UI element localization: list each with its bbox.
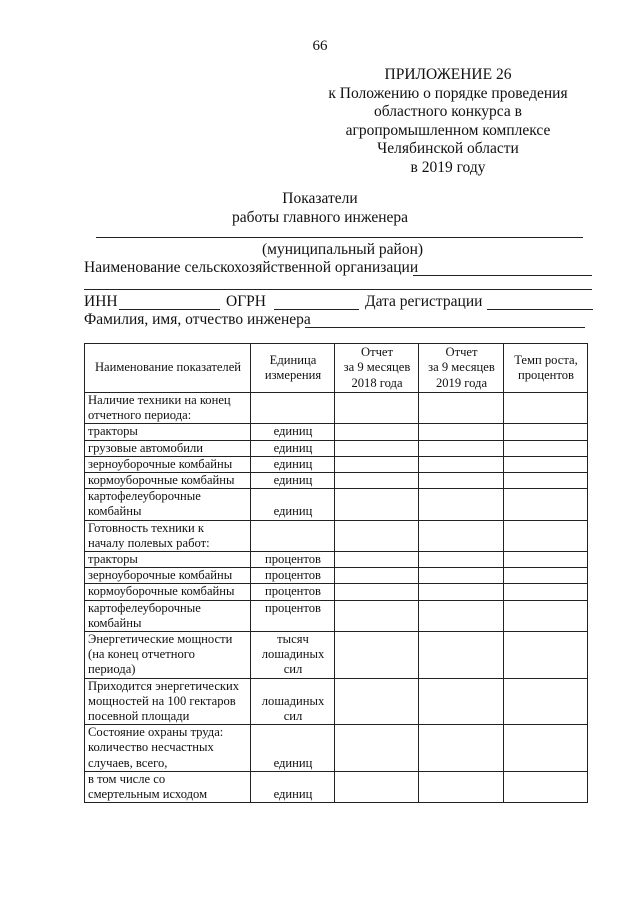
growth-rate-cell[interactable]	[504, 552, 588, 568]
growth-rate-cell[interactable]	[504, 584, 588, 600]
unit-label: сил	[283, 709, 303, 724]
reg-date-field[interactable]	[487, 296, 593, 310]
value-2019-cell[interactable]	[419, 771, 504, 802]
indicator-name-cell	[85, 473, 251, 489]
indicator-name-cell	[85, 584, 251, 600]
growth-rate-cell[interactable]	[504, 632, 588, 679]
indicator-name-cell	[85, 771, 251, 802]
indicator-name: случаев, всего,	[88, 755, 168, 770]
indicator-name: тракторы	[88, 424, 138, 439]
value-2018-cell[interactable]	[335, 552, 419, 568]
appendix-line: областного конкурса в	[374, 103, 522, 121]
value-2019-cell[interactable]	[419, 725, 504, 772]
indicator-name: кормоуборочные комбайны	[88, 473, 235, 488]
indicator-name-cell	[85, 456, 251, 472]
indicator-name: кормоуборочные комбайны	[88, 584, 235, 599]
reg-date-label: Дата регистрации	[365, 293, 483, 310]
indicator-name: комбайны	[88, 504, 142, 519]
unit-label: единиц	[273, 424, 313, 439]
table-row	[85, 678, 588, 725]
inn-field[interactable]	[119, 296, 220, 310]
unit-cell	[251, 552, 335, 568]
table-row	[85, 489, 588, 520]
unit-label: процентов	[265, 600, 321, 615]
growth-rate-cell[interactable]	[504, 473, 588, 489]
table-row	[85, 393, 588, 424]
indicator-name: периода)	[88, 662, 136, 677]
value-2018-cell[interactable]	[335, 424, 419, 440]
ogrn-label: ОГРН	[226, 293, 266, 310]
appendix-header	[298, 66, 598, 178]
unit-cell	[251, 440, 335, 456]
unit-cell	[251, 393, 335, 424]
unit-label: процентов	[265, 552, 321, 567]
value-2018-cell[interactable]	[335, 473, 419, 489]
indicator-name-cell	[85, 632, 251, 679]
indicator-name: посевной площади	[88, 709, 190, 724]
ogrn-field[interactable]	[274, 296, 359, 310]
table-header-row	[85, 344, 588, 393]
appendix-line: в 2019 году	[410, 158, 486, 176]
engineer-name-field[interactable]	[305, 314, 585, 328]
indicators-table	[84, 343, 588, 803]
indicator-name: началу полевых работ:	[88, 535, 210, 550]
unit-cell	[251, 568, 335, 584]
indicator-name: мощностей на 100 гектаров	[88, 693, 236, 708]
indicator-name: тракторы	[88, 552, 138, 567]
indicator-name-cell	[85, 678, 251, 725]
table-row	[85, 520, 588, 551]
value-2019-cell[interactable]	[419, 393, 504, 424]
value-2018-cell[interactable]	[335, 600, 419, 631]
indicator-name-cell	[85, 568, 251, 584]
value-2019-cell[interactable]	[419, 440, 504, 456]
unit-label: единиц	[273, 440, 313, 455]
value-2019-cell[interactable]	[419, 678, 504, 725]
unit-cell	[251, 473, 335, 489]
appendix-line: ПРИЛОЖЕНИЕ 26	[384, 66, 512, 83]
unit-label: единиц	[273, 504, 313, 519]
indicator-name-cell	[85, 520, 251, 551]
header-report-2019: Отчет за 9 месяцев 2019 года	[419, 344, 504, 393]
unit-label: процентов	[265, 584, 321, 599]
indicator-name-cell	[85, 393, 251, 424]
table-row	[85, 440, 588, 456]
value-2019-cell[interactable]	[419, 584, 504, 600]
unit-label: единиц	[273, 456, 313, 471]
indicator-name: комбайны	[88, 615, 142, 630]
value-2019-cell[interactable]	[419, 456, 504, 472]
indicator-name: в том числе со	[88, 771, 166, 786]
table-row	[85, 632, 588, 679]
indicator-name-cell	[85, 424, 251, 440]
value-2019-cell[interactable]	[419, 473, 504, 489]
indicator-name: (на конец отчетного	[88, 647, 195, 662]
growth-rate-cell[interactable]	[504, 440, 588, 456]
indicator-name: зерноуборочные комбайны	[88, 568, 233, 583]
indicator-name: Приходится энергетических	[88, 678, 240, 693]
indicator-name-cell	[85, 725, 251, 772]
value-2019-cell[interactable]	[419, 568, 504, 584]
value-2018-cell[interactable]	[335, 393, 419, 424]
unit-cell	[251, 520, 335, 551]
growth-rate-cell[interactable]	[504, 489, 588, 520]
unit-label: тысяч	[277, 632, 309, 647]
value-2018-cell[interactable]	[335, 678, 419, 725]
header-report-2018: Отчет за 9 месяцев 2018 года	[335, 344, 419, 393]
unit-cell	[251, 632, 335, 679]
header-name: Наименование показателей	[85, 344, 251, 393]
document-title	[0, 190, 640, 227]
value-2018-cell[interactable]	[335, 489, 419, 520]
growth-rate-cell[interactable]	[504, 568, 588, 584]
table-row	[85, 725, 588, 772]
unit-label: процентов	[265, 568, 321, 583]
unit-cell	[251, 771, 335, 802]
value-2019-cell[interactable]	[419, 489, 504, 520]
page-number: 66	[312, 38, 328, 54]
value-2018-cell[interactable]	[335, 725, 419, 772]
value-2018-cell[interactable]	[335, 632, 419, 679]
growth-rate-cell[interactable]	[504, 678, 588, 725]
unit-cell	[251, 584, 335, 600]
value-2019-cell[interactable]	[419, 552, 504, 568]
table-row	[85, 771, 588, 802]
org-name-field[interactable]	[413, 262, 592, 276]
district-note: (муниципальный район)	[262, 241, 424, 258]
title-line-2: работы главного инженера	[231, 208, 409, 226]
growth-rate-cell[interactable]	[504, 771, 588, 802]
value-2018-cell[interactable]	[335, 520, 419, 551]
value-2018-cell[interactable]	[335, 456, 419, 472]
growth-rate-cell[interactable]	[504, 520, 588, 551]
unit-cell	[251, 678, 335, 725]
table-row	[85, 473, 588, 489]
unit-label: единиц	[273, 787, 313, 802]
appendix-line: к Положению о порядке проведения	[328, 84, 568, 102]
inn-label: ИНН	[84, 293, 118, 310]
value-2019-cell[interactable]	[419, 520, 504, 551]
growth-rate-cell[interactable]	[504, 393, 588, 424]
indicator-name: картофелеуборочные	[88, 489, 201, 504]
header-unit: Единица измерения	[251, 344, 335, 393]
indicator-name: количество несчастных	[88, 740, 214, 755]
unit-cell	[251, 489, 335, 520]
indicator-name-cell	[85, 489, 251, 520]
unit-cell	[251, 725, 335, 772]
indicator-name: Состояние охраны труда:	[88, 725, 224, 740]
org-name-field-continued[interactable]	[84, 277, 592, 290]
indicator-name-cell	[85, 440, 251, 456]
growth-rate-cell[interactable]	[504, 600, 588, 631]
growth-rate-cell[interactable]	[504, 725, 588, 772]
value-2018-cell[interactable]	[335, 771, 419, 802]
unit-label: сил	[283, 662, 303, 677]
indicator-name: смертельным исходом	[88, 787, 208, 802]
unit-cell	[251, 424, 335, 440]
indicator-name: Наличие техники на конец	[88, 393, 231, 407]
growth-rate-cell[interactable]	[504, 456, 588, 472]
header-growth-rate: Темп роста, процентов	[504, 344, 588, 393]
value-2019-cell[interactable]	[419, 632, 504, 679]
district-field-line[interactable]	[96, 225, 583, 238]
value-2018-cell[interactable]	[335, 584, 419, 600]
unit-cell	[251, 600, 335, 631]
table-row	[85, 424, 588, 440]
table-row	[85, 600, 588, 631]
unit-label: единиц	[273, 755, 313, 770]
indicator-name-cell	[85, 552, 251, 568]
unit-cell	[251, 456, 335, 472]
appendix-line: Челябинской области	[377, 140, 519, 158]
org-name-label: Наименование сельскохозяйственной организации	[84, 259, 419, 276]
indicator-name: зерноуборочные комбайны	[88, 456, 233, 471]
table-row	[85, 456, 588, 472]
indicator-name: картофелеуборочные	[88, 600, 201, 615]
value-2018-cell[interactable]	[335, 568, 419, 584]
unit-label: лошадиных	[261, 693, 325, 708]
value-2019-cell[interactable]	[419, 424, 504, 440]
indicator-name: Энергетические мощности	[88, 632, 233, 647]
unit-label: лошадиных	[261, 647, 325, 662]
title-line-1: Показатели	[282, 190, 358, 207]
indicator-name: Готовность техники к	[88, 520, 205, 535]
appendix-line: агропромышленном комплексе	[345, 121, 551, 139]
engineer-name-label: Фамилия, имя, отчество инженера	[84, 311, 311, 328]
indicator-name: отчетного периода:	[88, 408, 192, 423]
value-2018-cell[interactable]	[335, 440, 419, 456]
table-row	[85, 552, 588, 568]
growth-rate-cell[interactable]	[504, 424, 588, 440]
table-row	[85, 584, 588, 600]
table-row	[85, 568, 588, 584]
value-2019-cell[interactable]	[419, 600, 504, 631]
indicator-name: грузовые автомобили	[88, 440, 203, 455]
indicator-name-cell	[85, 600, 251, 631]
unit-label: единиц	[273, 473, 313, 488]
